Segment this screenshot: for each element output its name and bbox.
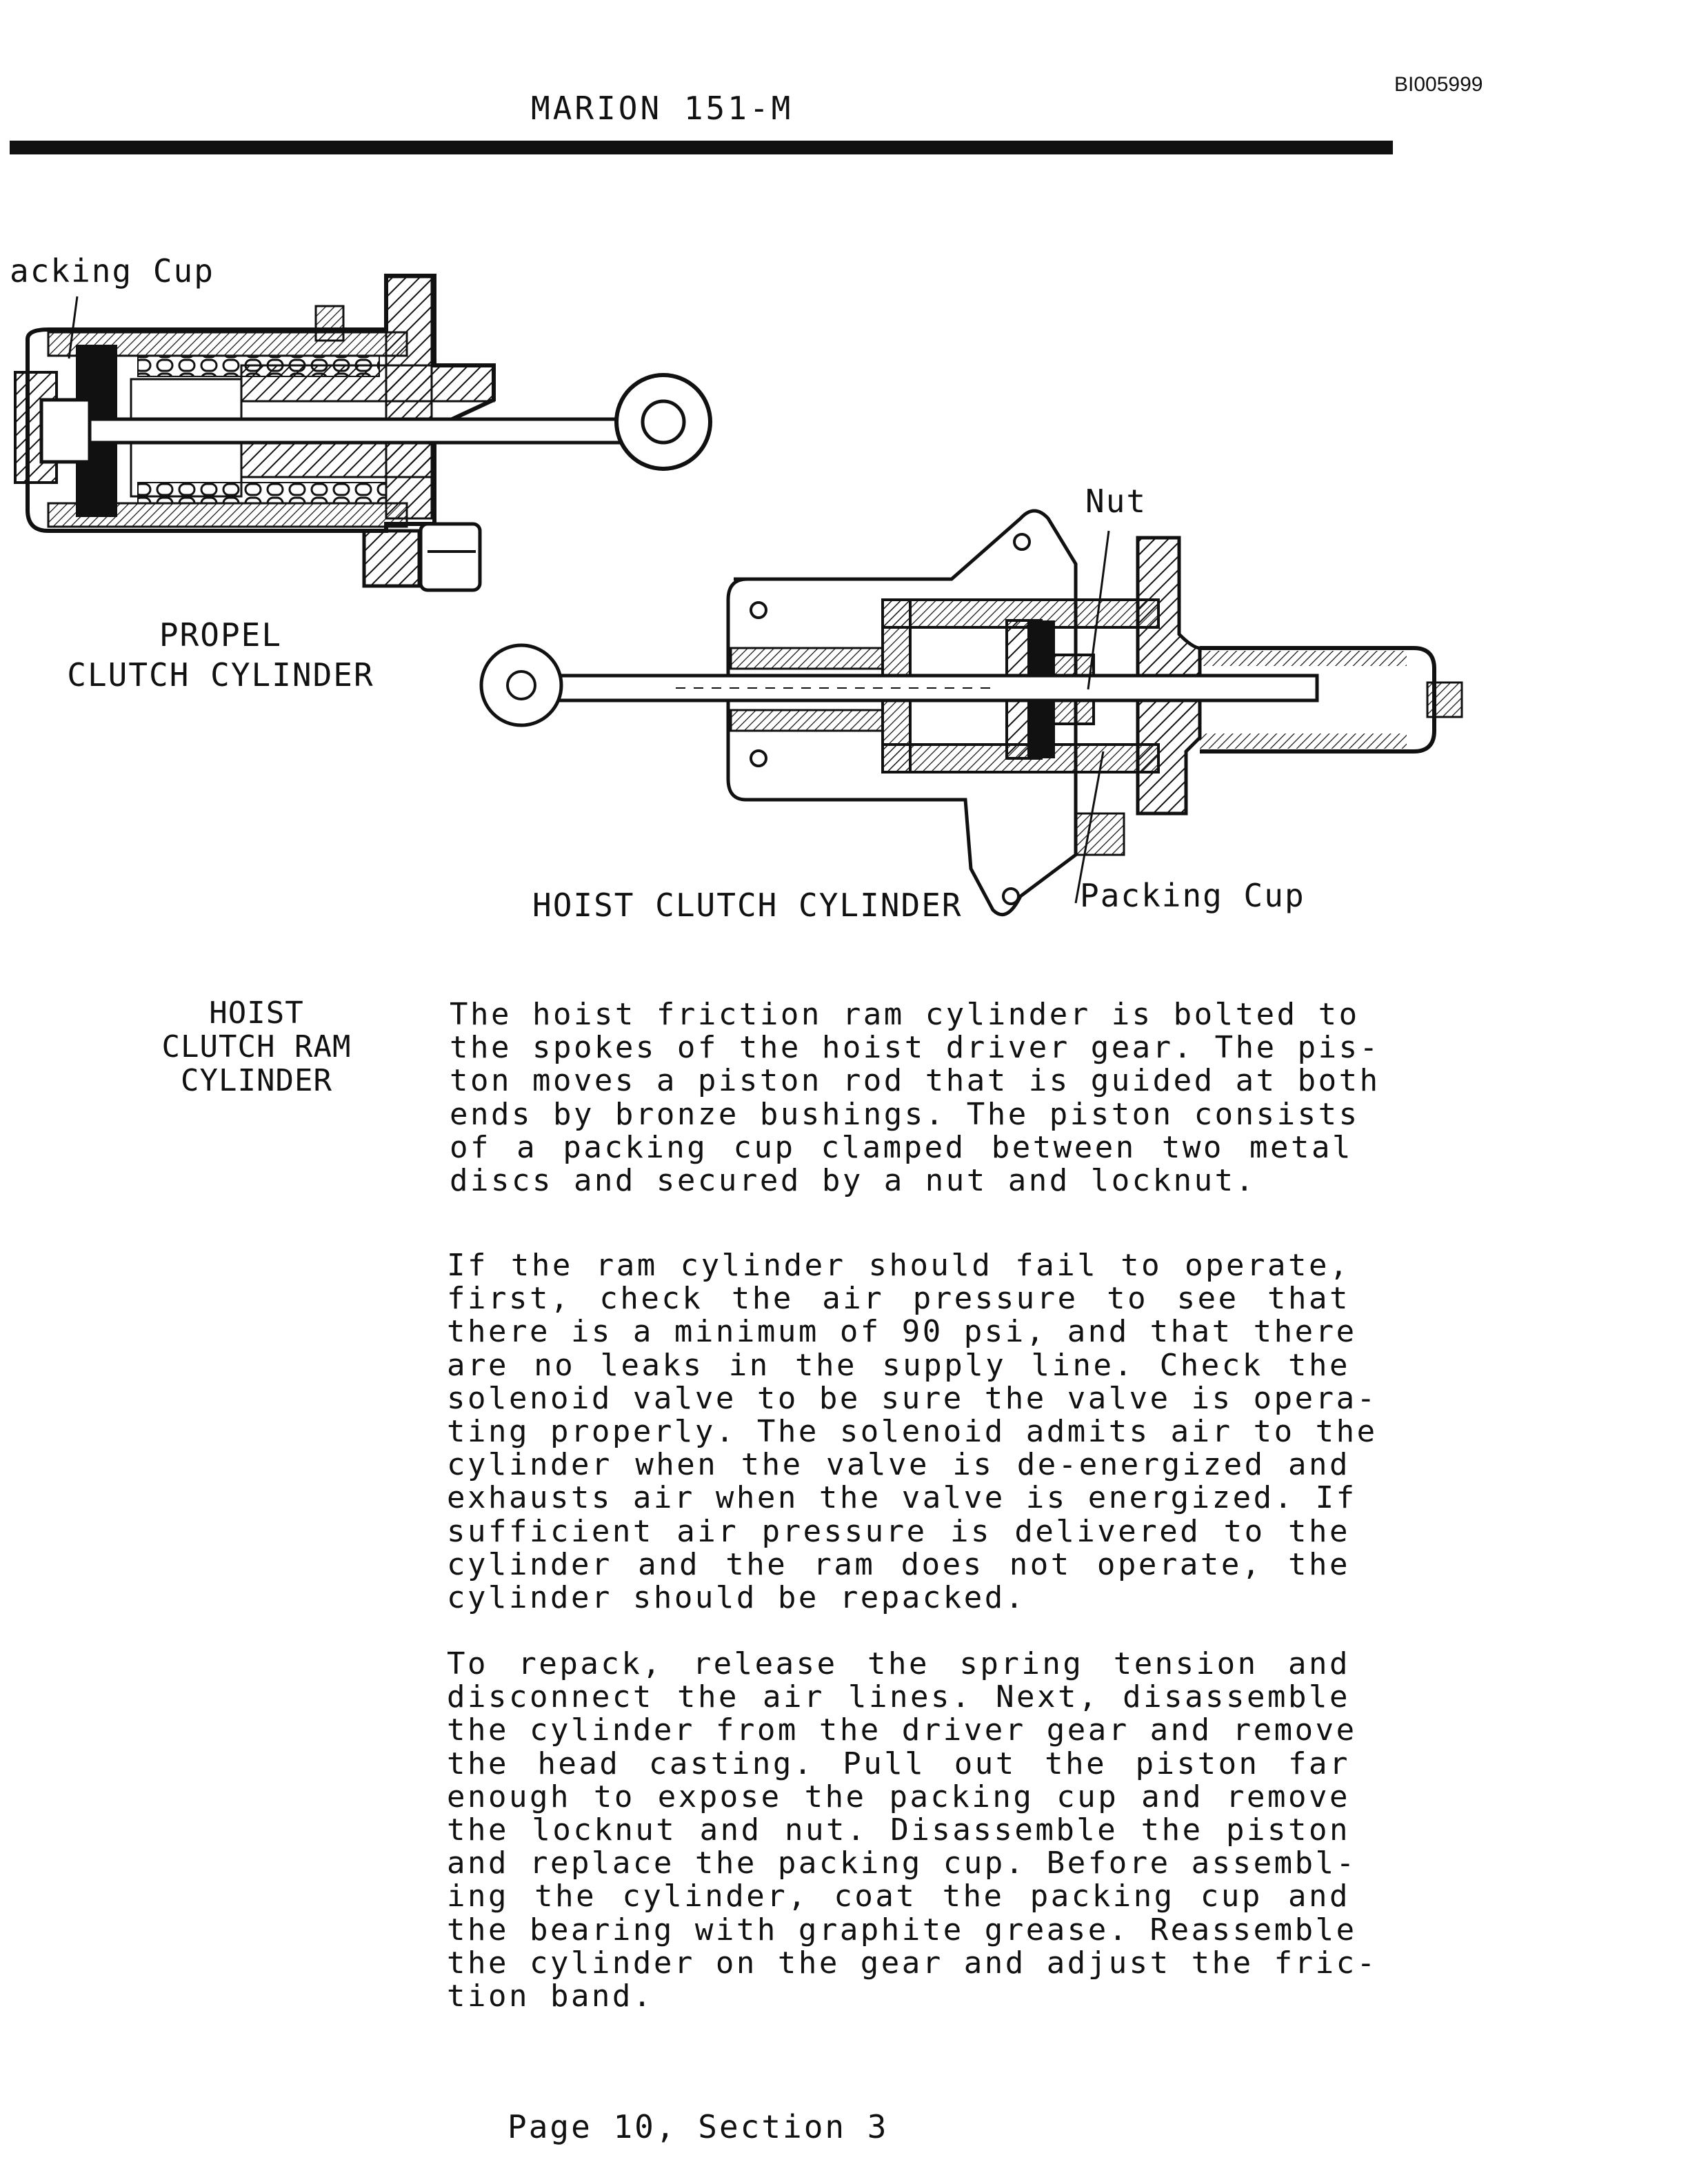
text-line: disconnect the air lines. Next, disassemble	[447, 1679, 1350, 1715]
side-heading-line: CLUTCH RAM	[161, 1029, 352, 1064]
text-line: solenoid valve to be sure the valve is opera-	[447, 1380, 1378, 1416]
text-line: there is a minimum of 90 psi, and that there	[447, 1314, 1357, 1350]
hoist-nut-callout: Nut	[1085, 483, 1147, 520]
text-line: ting properly. The solenoid admits air to the	[447, 1414, 1378, 1450]
text-line: The hoist friction ram cylinder is bolted to	[450, 997, 1360, 1032]
text-line: To repack, release the spring tension and	[447, 1646, 1350, 1681]
text-line: the cylinder from the driver gear and remove	[447, 1712, 1357, 1748]
propel-clutch-cylinder-drawing	[15, 276, 710, 590]
section-side-heading	[146, 996, 367, 1098]
text-line: exhausts air when the valve is energized. If	[447, 1480, 1357, 1516]
text-line: enough to expose the packing cup and remove	[447, 1779, 1350, 1814]
page-footer: Page 10, Section 3	[508, 2108, 889, 2145]
paragraph-2	[447, 1248, 1378, 1616]
text-line: and replace the packing cup. Before assembl-	[447, 1846, 1357, 1881]
text-line: cylinder should be repacked.	[447, 1580, 1026, 1616]
propel-figure-caption	[62, 615, 379, 695]
text-line: cylinder and the ram does not operate, the	[447, 1546, 1350, 1582]
hoist-figure-caption: HOIST CLUTCH CYLINDER	[532, 887, 963, 924]
paragraph-3	[447, 1646, 1378, 2014]
hoist-clutch-cylinder-drawing	[481, 511, 1462, 915]
text-line: the spokes of the hoist driver gear. The pis-	[450, 1030, 1380, 1066]
text-line: are no leaks in the supply line. Check the	[447, 1347, 1350, 1383]
propel-caption-line-2: CLUTCH CYLINDER	[67, 656, 374, 694]
paragraph-1	[450, 997, 1380, 1199]
text-line: sufficient air pressure is delivered to the	[447, 1513, 1350, 1549]
hoist-packing-cup-callout: Packing Cup	[1080, 877, 1305, 914]
text-line: the cylinder on the gear and adjust the fric-	[447, 1945, 1378, 1981]
text-line: of a packing cup clamped between two metal	[450, 1129, 1353, 1165]
text-line: cylinder when the valve is de-energized and	[447, 1447, 1350, 1483]
text-line: tion band.	[447, 1979, 654, 2014]
page-header-title: MARION 151-M	[531, 90, 794, 127]
side-heading-line: CYLINDER	[181, 1063, 332, 1098]
text-line: If the ram cylinder should fail to operate,	[447, 1248, 1350, 1283]
text-line: ends by bronze bushings. The piston consists	[450, 1096, 1360, 1132]
text-line: discs and secured by a nut and locknut.	[450, 1163, 1256, 1199]
text-line: the locknut and nut. Disassemble the piston	[447, 1812, 1350, 1848]
propel-packing-cup-callout: acking Cup	[10, 252, 214, 290]
text-line: first, check the air pressure to see that	[447, 1281, 1350, 1317]
text-line: the bearing with graphite grease. Reassemble	[447, 1912, 1357, 1948]
propel-caption-line-1: PROPEL	[159, 616, 283, 654]
text-line: the head casting. Pull out the piston far	[447, 1746, 1350, 1781]
document-id: BI005999	[1394, 73, 1483, 96]
side-heading-line: HOIST	[209, 995, 304, 1031]
text-line: ing the cylinder, coat the packing cup and	[447, 1879, 1350, 1914]
text-line: ton moves a piston rod that is guided at both	[450, 1063, 1380, 1099]
